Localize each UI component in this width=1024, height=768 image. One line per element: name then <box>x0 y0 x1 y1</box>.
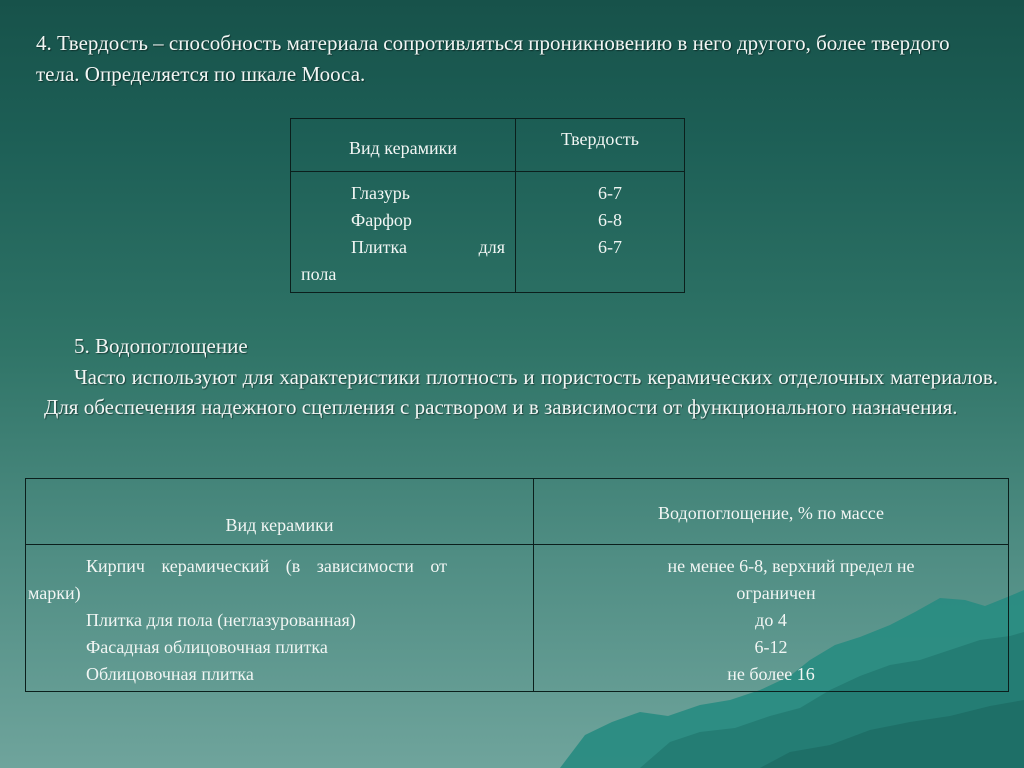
list-item: Фасадная облицовочная плитка <box>86 637 328 657</box>
list-item-part: для <box>478 237 505 257</box>
absorption-value: 6-12 <box>754 637 788 657</box>
section5-text: Часто используют для характеристики плотность и пористость керамических отделочных материалов. Для обеспечения надежного сцепления с раствором и в зависимости от функционального назначения. <box>44 365 998 419</box>
hardness-value: 6-7 <box>598 183 622 203</box>
absorption-value: до 4 <box>755 610 787 630</box>
column-header-ceramic-type: Вид керамики <box>26 479 534 545</box>
list-item: Плитка для пола (неглазурованная) <box>86 610 356 630</box>
list-item <box>299 234 505 261</box>
section5-title: 5. Водопоглощение <box>74 334 248 358</box>
list-item-part: пола <box>301 264 337 284</box>
list-item-part: марки) <box>28 583 81 603</box>
column-header-hardness: Твердость <box>516 119 685 172</box>
hardness-table <box>290 118 685 293</box>
absorption-value: не более 16 <box>727 664 815 684</box>
hardness-value: 6-7 <box>598 237 622 257</box>
hardness-value: 6-8 <box>598 210 622 230</box>
absorption-value: ограничен <box>736 583 816 603</box>
table-row <box>291 172 685 293</box>
section4-text: 4. Твердость – способность материала сопротивляться проникновению в него другого, более твердого тела. Определяется по шкале Мооса. <box>36 31 950 86</box>
table-header-row <box>26 479 1009 545</box>
list-item: Фарфор <box>351 210 412 230</box>
hardness-cell <box>516 172 685 293</box>
list-item: Облицовочная плитка <box>86 664 254 684</box>
list-item-part: Кирпич керамический (в зависимости от <box>86 556 448 576</box>
list-item-part: Плитка <box>351 237 407 257</box>
table-row <box>26 545 1009 692</box>
column-header-ceramic-type: Вид керамики <box>291 119 516 172</box>
column-header-water-absorption: Водопоглощение, % по массе <box>534 479 1009 545</box>
ceramic-type-cell <box>26 545 534 692</box>
list-item <box>26 553 523 580</box>
table-header-row <box>291 119 685 172</box>
list-item: Глазурь <box>351 183 410 203</box>
ceramic-type-cell <box>291 172 516 293</box>
water-absorption-table <box>25 478 1009 692</box>
water-absorption-cell <box>534 545 1009 692</box>
absorption-value: не менее 6-8, верхний предел не <box>667 556 915 576</box>
